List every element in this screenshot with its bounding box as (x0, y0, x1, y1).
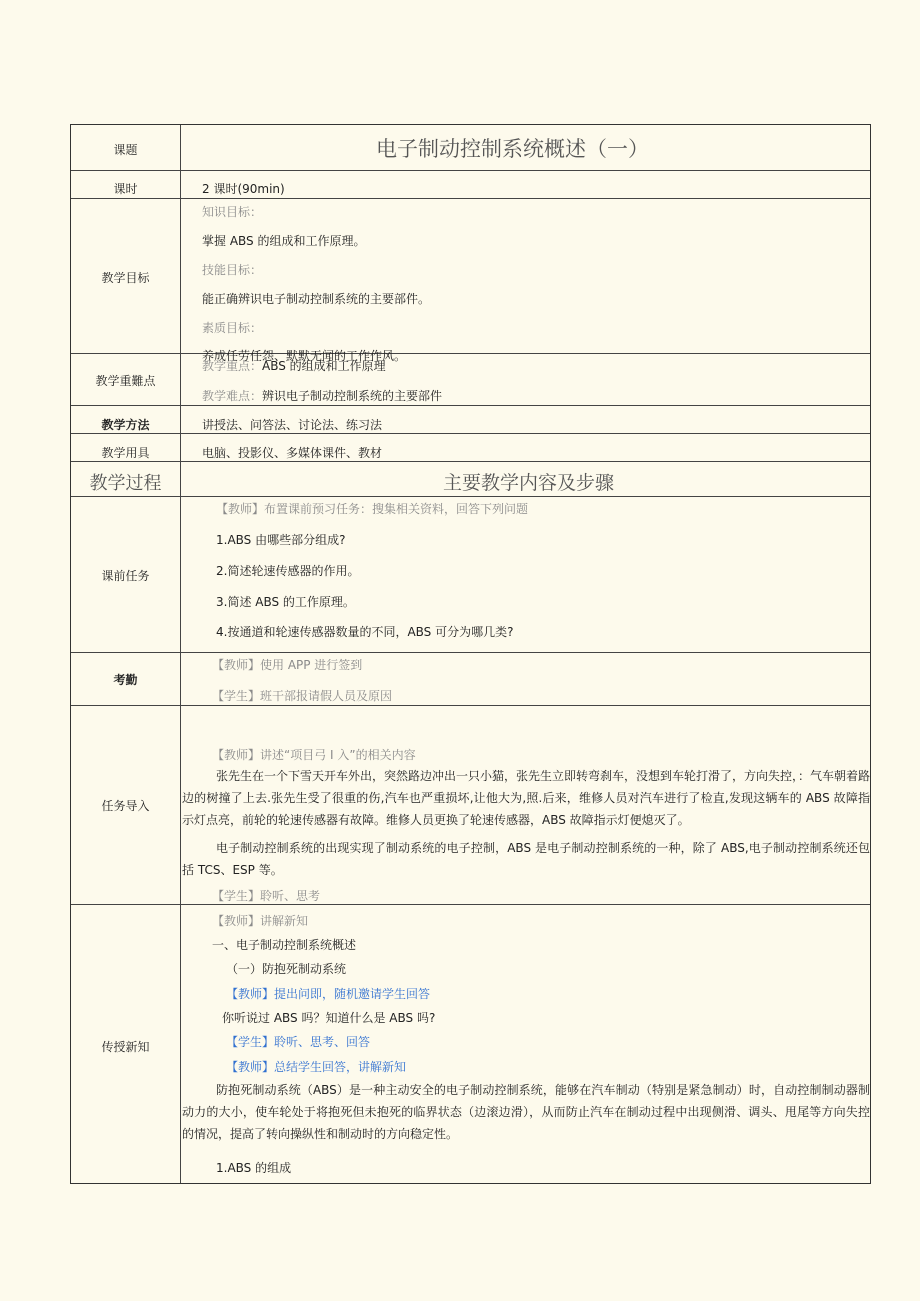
intro-label: 任务导入 (101, 799, 150, 813)
key-points-label: 教学重難点 (95, 374, 156, 388)
tools-value: 电脑、投影仪、多媒体课件、教材 (202, 446, 383, 460)
abs-composition-heading: 1.ABS 的组成 (216, 1161, 292, 1175)
attendance-teacher: 【教师】使用 APP 进行签到 (212, 658, 363, 672)
lesson-plan-table (70, 124, 871, 1184)
methods-label: 教学方法 (101, 418, 150, 432)
objectives-label: 教学目标 (101, 271, 150, 285)
process-label: 教学过程 (89, 473, 162, 494)
pre-class-q2: 2.简述轮速传感器的作用。 (216, 564, 360, 578)
knowledge-objective: 掌握 ABS 的组成和工作原理。 (202, 234, 366, 248)
row-divider (71, 904, 870, 905)
difficult-point: 教学难点：辨识电子制动控制系统的主要部件 (202, 389, 443, 403)
intro-story: 张先生在一个下雪天开车外出，突然路边冲出一只小猫，张先生立即转弯刹车，没想到车轮打滑了，方向失控，：气车朝着路边的树撞了上去.张先生受了很重的伤,汽车也严重损坏,让他大为,照.后来，维修人员对汽车进行了检直,发现这辆车的 ABS 故障指示灯点亮，前轮的轮速传感器有故障。维修人员更换了轮速传感器，ABS 故障指示灯便熄灭了。 (182, 769, 871, 827)
row-divider (71, 652, 870, 653)
intro-summary: 电子制动控制系统的出现实现了制动系统的电子控制，ABS 是电子制动控制系统的一种，除了 ABS,电子制动控制系统还包括 TCS、ESP 等。 (182, 841, 870, 877)
hours-label: 课时 (113, 182, 138, 196)
pre-class-q4: 4.按通道和轮速传感器数量的不同，ABS 可分为哪几类? (216, 625, 514, 639)
quality-heading: 素质目标： (202, 321, 263, 335)
row-divider (71, 353, 870, 354)
row-divider (71, 170, 870, 171)
methods-value: 讲授法、问答法、讨论法、练习法 (202, 418, 383, 432)
content-header: 主要教学内容及步骤 (443, 472, 615, 494)
teaching-teacher-3: 【教师】总结学生回答，讲解新知 (226, 1060, 407, 1074)
intro-student: 【学生】聆听、思考 (212, 889, 321, 903)
attendance-student: 【学生】班干部报请假人员及原因 (212, 689, 393, 703)
difficult-point-text: 辨识电子制动控制系统的主要部件 (262, 389, 443, 403)
lesson-title: 电子制动控制系统概述（一） (376, 137, 649, 161)
teaching-teacher-1: 【教师】讲解新知 (212, 914, 309, 928)
intro-teacher: 【教师】讲述“项目弓 I 入”的相关内容 (212, 748, 416, 762)
row-divider (71, 405, 870, 406)
key-point-text: ABS 的组成和工作原理 (262, 359, 386, 373)
pre-class-q1: 1.ABS 由哪些部分组成? (216, 533, 346, 547)
teaching-label: 传授新知 (101, 1040, 150, 1054)
teaching-question: 你听说过 ABS 吗？知道什么是 ABS 吗? (222, 1011, 436, 1025)
tools-label: 教学用具 (101, 446, 150, 460)
subsection-heading: （一）防抱死制动系统 (226, 962, 347, 976)
pre-class-q3: 3.简述 ABS 的工作原理。 (216, 595, 355, 609)
section-heading: 一、电子制动控制系统概述 (212, 938, 357, 952)
knowledge-heading: 知识目标： (202, 205, 263, 219)
attendance-label: 考勤 (113, 673, 138, 687)
teaching-teacher-2: 【教师】提出问即，随机邀请学生回答 (226, 987, 431, 1001)
pre-class-teacher: 【教师】布置课前预习任务：搜集相关资料，回答下列问题 (216, 502, 529, 516)
row-divider (71, 433, 870, 434)
row-divider (71, 705, 870, 706)
pre-class-label: 课前任务 (101, 569, 150, 583)
skill-objective: 能正确辨识电子制动控制系统的主要部件。 (202, 292, 431, 306)
quality-objective: 养成任劳任怨、默默无闻的工作作风。 (202, 349, 407, 363)
row-divider (71, 496, 870, 497)
skill-heading: 技能目标： (202, 263, 263, 277)
hours-value: 2 课时(90min) (202, 182, 285, 196)
row-divider (71, 461, 870, 462)
abs-definition: 防抱死制动系统（ABS）是一种主动安全的电子制动控制系统，能够在汽车制动（特别是紧急制动）时，自动控制制动器制动力的大小，使车轮处于将抱死但未抱死的临界状态（边滚边滑），从而防止汽车在制动过程中出现侧滑、调头、甩尾等方向失控的情况，提高了转向操纵性和制动时的方向稳定性。 (182, 1083, 870, 1141)
objectives-cell (181, 199, 870, 363)
teaching-student: 【学生】聆听、思考、回答 (226, 1035, 371, 1049)
title-label: 课题 (113, 143, 138, 157)
key-point: 教学重点：ABS 的组成和工作原理 (202, 359, 386, 373)
